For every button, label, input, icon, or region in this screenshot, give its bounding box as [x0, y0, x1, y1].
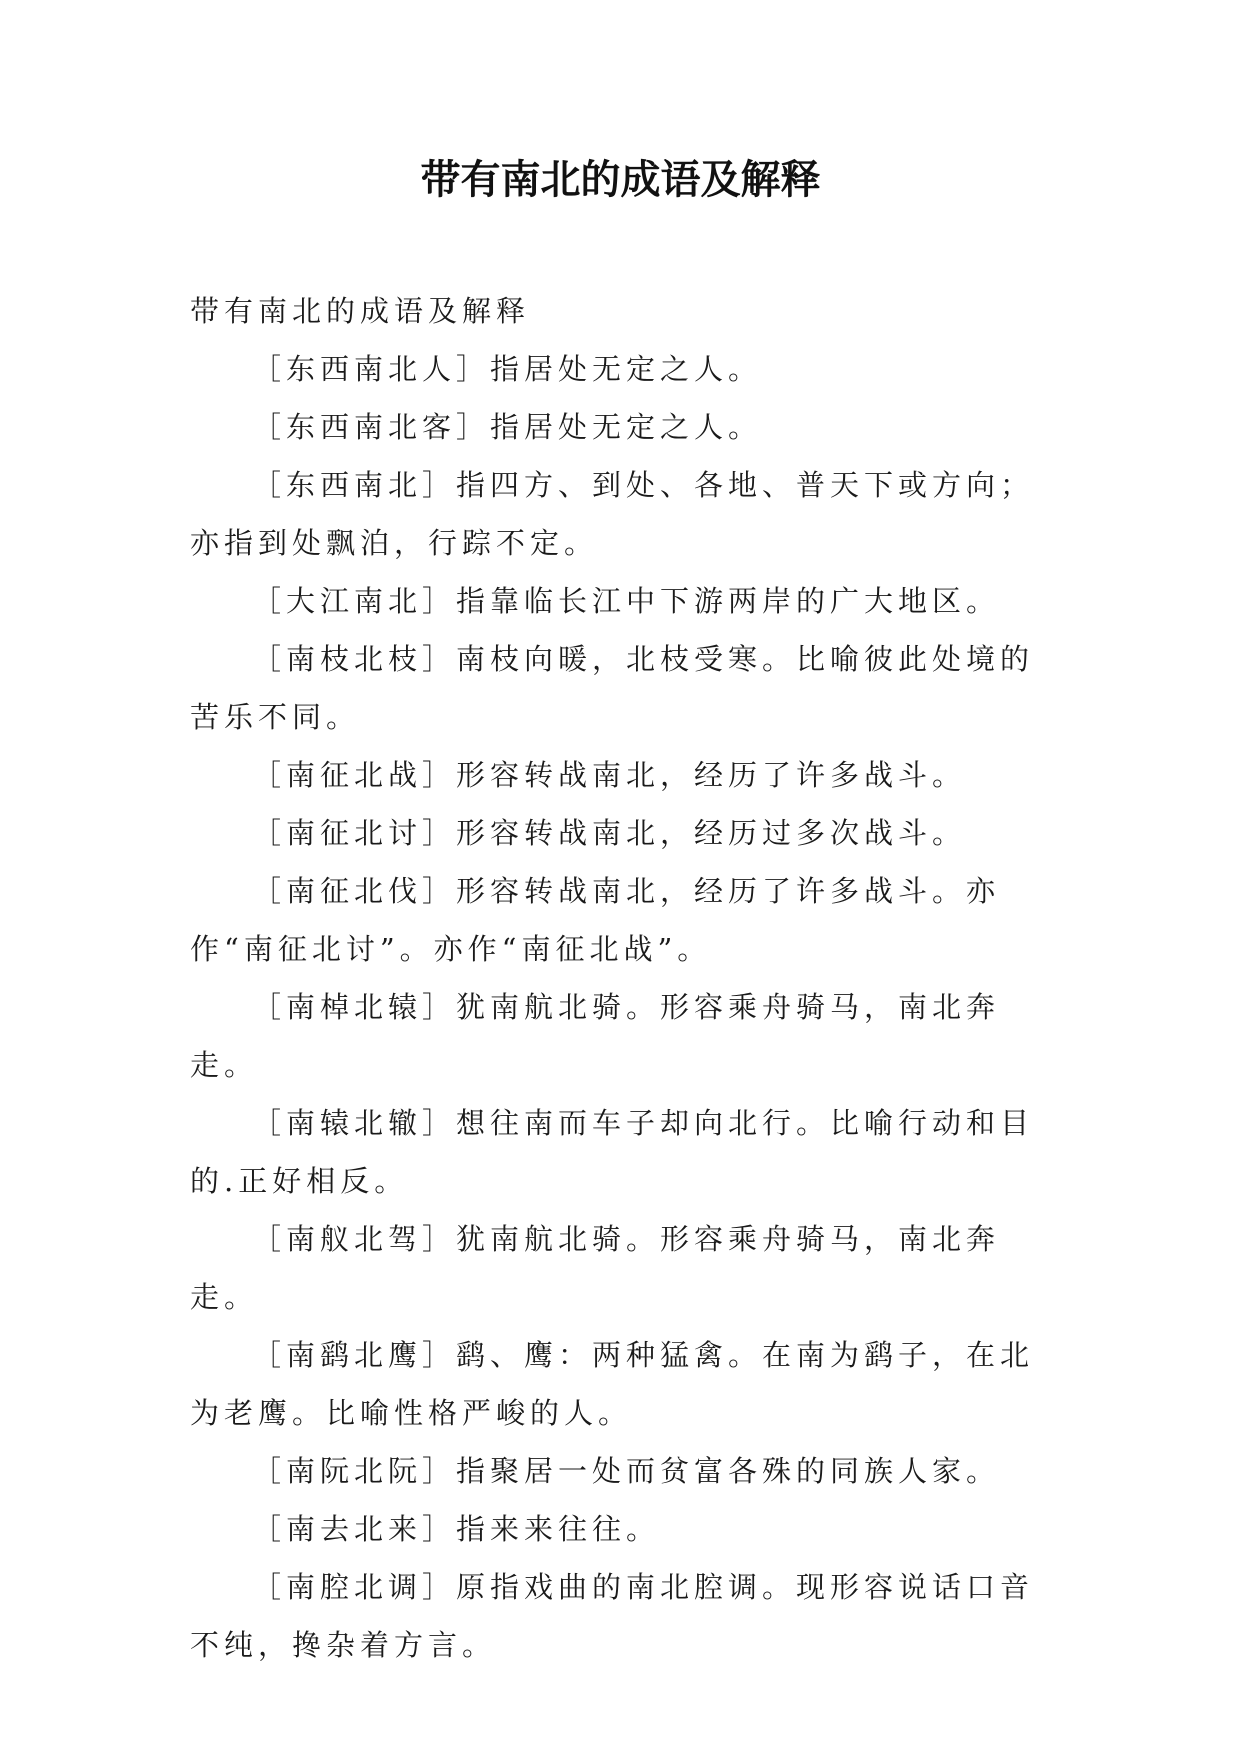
- idiom-entry: ［南舣北驾］犹南航北骑。形容乘舟骑马，南北奔走。: [190, 1222, 1001, 1314]
- idiom-entry: ［南辕北辙］想往南而车子却向北行。比喻行动和目的.正好相反。: [190, 1106, 1035, 1198]
- document-title: 带有南北的成语及解释: [420, 157, 821, 203]
- idiom-entry: ［南征北战］形容转战南北，经历了许多战斗。: [252, 758, 967, 792]
- idiom-entry: ［大江南北］指靠临长江中下游两岸的广大地区。: [252, 584, 1001, 618]
- idiom-entry: ［东西南北客］指居处无定之人。: [252, 410, 763, 444]
- document-subtitle: 带有南北的成语及解释: [190, 294, 531, 328]
- idiom-entry: ［南去北来］指来来往往。: [252, 1512, 661, 1546]
- idiom-entry: ［南枝北枝］南枝向暖，北枝受寒。比喻彼此处境的苦乐不同。: [190, 642, 1035, 734]
- idiom-entry: ［南棹北辕］犹南航北骑。形容乘舟骑马，南北奔走。: [190, 990, 1001, 1082]
- idiom-entry: ［东西南北人］指居处无定之人。: [252, 352, 763, 386]
- document-body: [190, 282, 1050, 1674]
- idiom-entry: ［东西南北］指四方、到处、各地、普天下或方向；亦指到处飘泊，行踪不定。: [190, 468, 1035, 560]
- idiom-entry: ［南征北讨］形容转战南北，经历过多次战斗。: [252, 816, 967, 850]
- idiom-entry: ［南阮北阮］指聚居一处而贫富各殊的同族人家。: [252, 1454, 1001, 1488]
- idiom-entry: ［南鹞北鹰］鹞、鹰：两种猛禽。在南为鹞子，在北为老鹰。比喻性格严峻的人。: [190, 1338, 1035, 1430]
- idiom-entry: ［南征北伐］形容转战南北，经历了许多战斗。亦作“南征北讨”。亦作“南征北战”。: [190, 874, 1001, 966]
- idiom-entry: ［南腔北调］原指戏曲的南北腔调。现形容说话口音不纯，搀杂着方言。: [190, 1570, 1035, 1662]
